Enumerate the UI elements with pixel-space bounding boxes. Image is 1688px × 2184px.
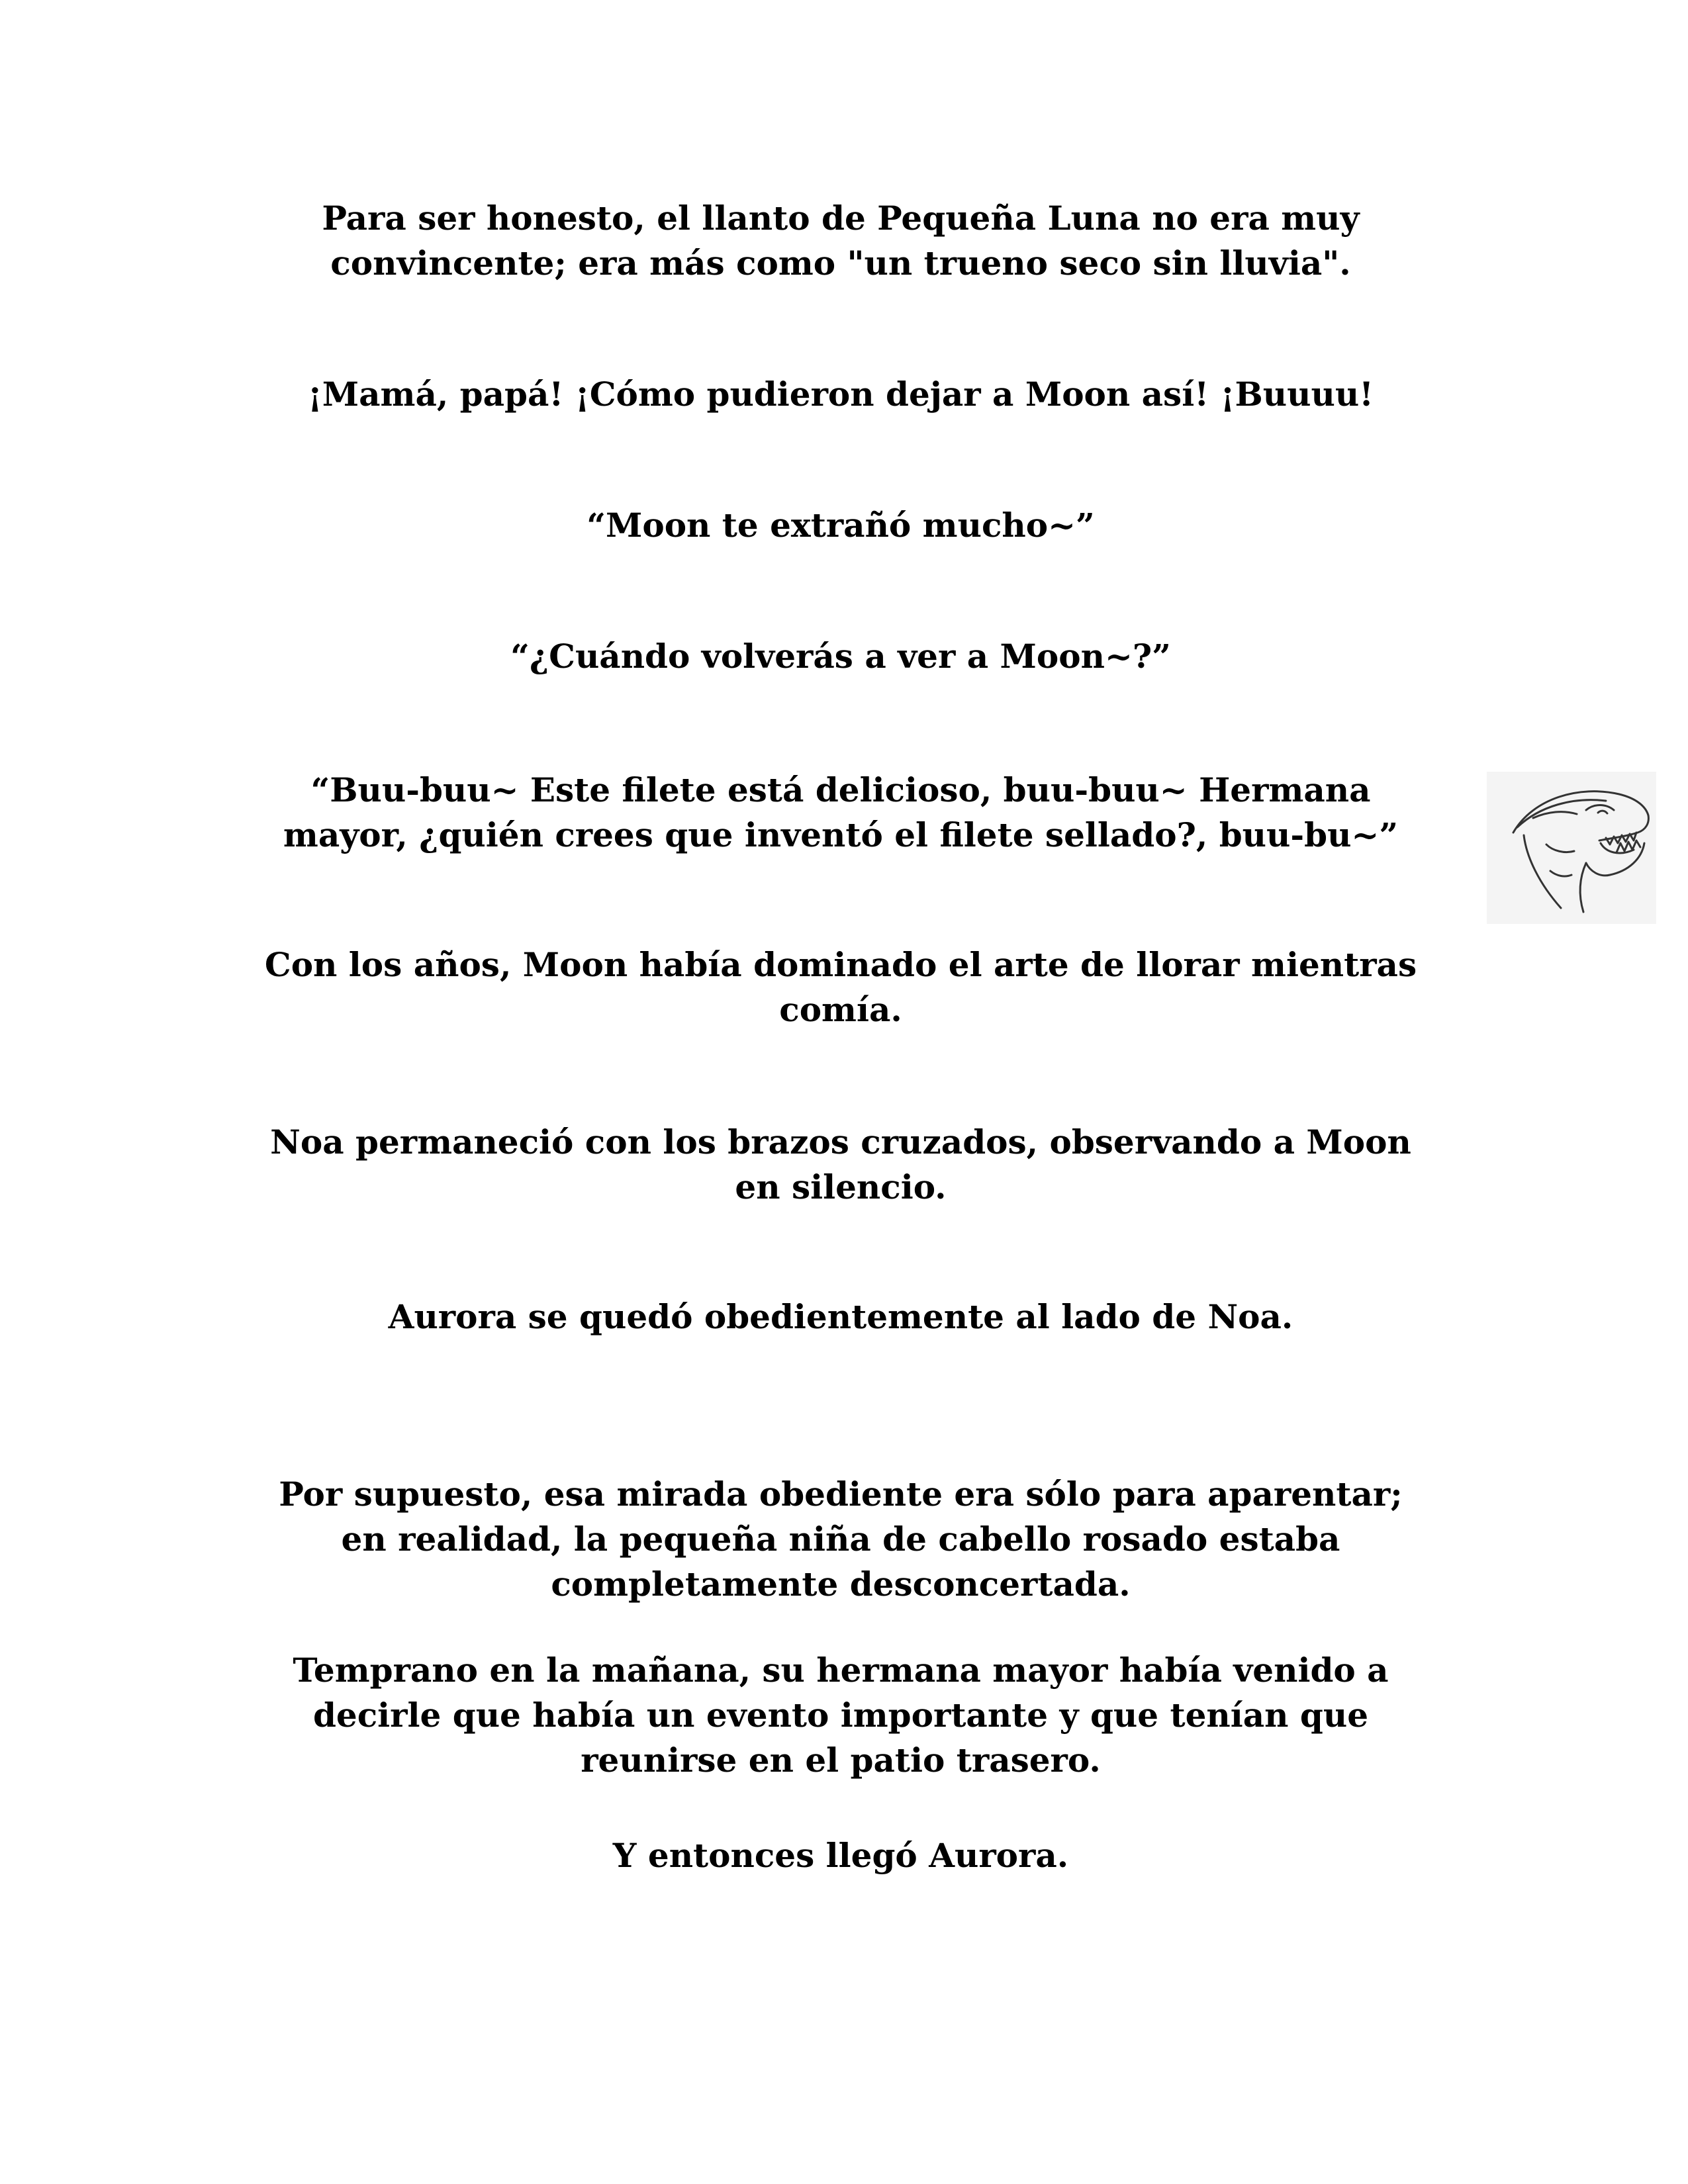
paragraph-1: Para ser honesto, el llanto de Pequeña Luna no era muy convincente; era más como "un trueno seco sin lluvia". [322,199,1360,283]
paragraph-8: Aurora se quedó obedientemente al lado de Noa. [388,1297,1293,1336]
dinosaur-sketch-icon [1487,772,1656,924]
paragraph-4: “¿Cuándo volverás a ver a Moon~?” [510,637,1171,676]
paragraph-10: Temprano en la mañana, su hermana mayor había venido a decirle que había un evento importante y que tenían que reunirse en el patio trasero. [293,1651,1389,1780]
paragraph-6: Con los años, Moon había dominado el arte de llorar mientras comía. [264,945,1417,1029]
paragraph-5: “Buu-buu~ Este filete está delicioso, buu-buu~ Hermana mayor, ¿quién crees que inventó el filete sellado?, buu-bu~” [283,770,1399,854]
paragraph-7: Noa permaneció con los brazos cruzados, observando a Moon en silencio. [270,1122,1411,1206]
paragraph-9: Por supuesto, esa mirada obediente era sólo para aparentar; en realidad, la pequeña niña de cabello rosado estaba completamente desconcertada. [279,1475,1403,1604]
paragraph-3: “Moon te extrañó mucho~” [586,506,1095,545]
paragraph-2: ¡Mamá, papá! ¡Cómo pudieron dejar a Moon así! ¡Buuuu! [307,375,1374,414]
paragraph-11: Y entonces llegó Aurora. [612,1836,1069,1875]
